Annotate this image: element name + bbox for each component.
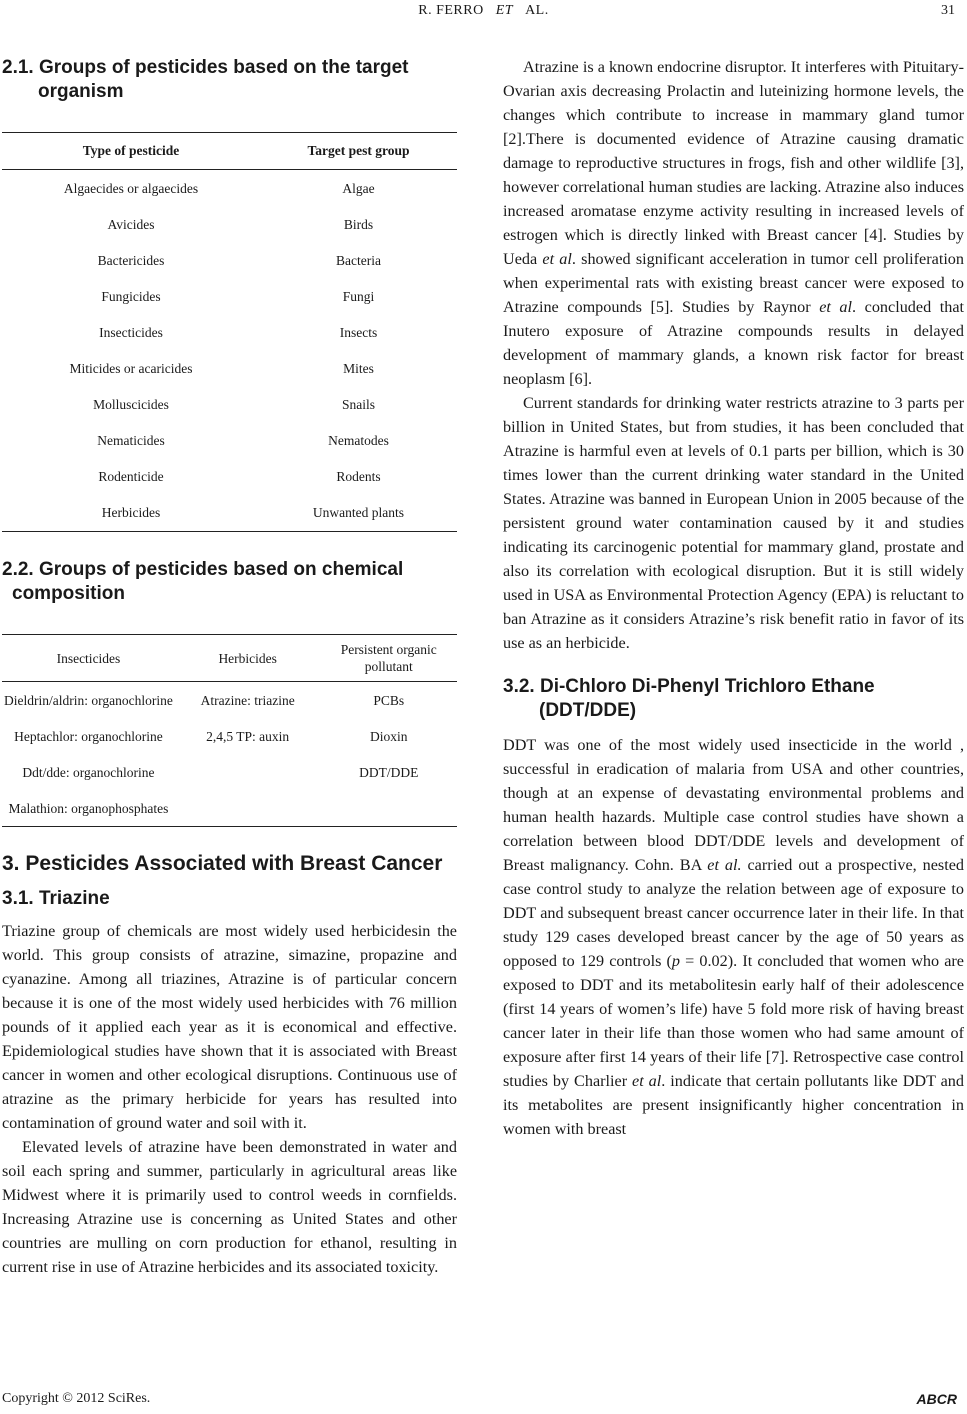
- table-cell: Insects: [339, 325, 378, 340]
- table-cell: Malathion: organophosphates: [8, 800, 169, 816]
- table-row: [2, 207, 457, 243]
- table-cell: Algaecides or algaecides: [63, 181, 199, 196]
- author-al: AL.: [525, 3, 549, 18]
- table-row: [2, 387, 457, 423]
- text-run: Atrazine is a known endocrine disruptor. It interferes with Pituitary-Ovarian axis decreasing Prolactin and luteinizing hormone levels, the changes which contribute to increase in mammary gland tumor [2].There is documented evidence of Atrazine causing dramatic damage to reproductive structures in frogs, fish and other wildlife [3], however correlational human studies are lacking. Atrazine also induces increased aromatase enzyme activity resulting in increased levels of estrogen which is directly linked with Breast cancer [4]. Studies by Ueda: [503, 58, 964, 268]
- table-cell: Dioxin: [369, 728, 408, 744]
- table-cell: 2,4,5 TP: auxin: [206, 728, 290, 744]
- table-header-row: [2, 133, 457, 170]
- table-row: [2, 495, 457, 532]
- table-cell: Fungicides: [101, 289, 161, 304]
- chemical-composition-table: [2, 634, 457, 827]
- p-value-symbol: p: [671, 952, 681, 970]
- citation-et-al: et al.: [707, 856, 742, 874]
- pesticide-target-table: [2, 132, 457, 532]
- table-cell: Dieldrin/aldrin: organochlorine: [4, 692, 173, 708]
- paragraph: Triazine group of chemicals are most widely used herbicidesin the world. This group consists of atrazine, simazine, propazine and cyanazine. Among all triazines, Atrazine is of particular concern because it is one of the most widely used herbicides with 76 million pounds of it applied each year as it is economical and effective. Epidemiological studies have shown that it is associated with Breast cancer in women and other ecological disruptions. Continuous use of atrazine as the primary herbicide for years has resulted into contamination of ground water and soil with it.: [2, 922, 457, 1132]
- table-cell: Unwanted plants: [312, 505, 405, 520]
- paragraph: [503, 55, 964, 391]
- table-row: [2, 243, 457, 279]
- table-cell: Nematicides: [97, 433, 165, 448]
- table-cell: Birds: [343, 217, 374, 232]
- table-row: [2, 315, 457, 351]
- table-row: [2, 754, 457, 790]
- table-cell: Avicides: [107, 217, 155, 232]
- table-cell: Bactericides: [97, 253, 165, 268]
- paragraph: Elevated levels of atrazine have been demonstrated in water and soil each spring and summer, particularly in agricultural areas like Midwest where it is primarily used to control weeds in cornfields. Increasing Atrazine use is concerning as United States and other countries are mulling on corn production for ethanol, resulting in current rise in use of Atrazine herbicides and its associated toxicity.: [2, 1138, 457, 1276]
- section-number: 2.1.: [2, 57, 34, 78]
- table-cell: Molluscicides: [93, 397, 169, 412]
- table-row: [2, 279, 457, 315]
- table-header-row: [2, 635, 457, 682]
- table-cell: Fungi: [342, 289, 375, 304]
- table-cell: Mites: [343, 361, 374, 376]
- section-2-1-heading: [2, 56, 457, 104]
- table-cell: Rodenticide: [98, 469, 164, 484]
- table-row: [2, 682, 457, 719]
- table-cell: [320, 790, 457, 827]
- table-row: [2, 351, 457, 387]
- table-cell: Atrazine: triazine: [200, 692, 295, 708]
- text-run: DDT was one of the most widely used insecticide in the world , successful in eradication of malaria from USA and other countries, though at an expense of devastating environmental problems and human health hazards. Multiple case control studies have shown a correlation between blood DDT/DDE levels and development of Breast malignancy. Cohn. BA: [503, 736, 964, 874]
- section-title-line1: Di-Chloro Di-Phenyl Trichloro Ethane: [539, 676, 875, 697]
- table-row: [2, 718, 457, 754]
- table-cell: Bacteria: [335, 253, 381, 268]
- running-head: [0, 3, 967, 19]
- table-row: [2, 170, 457, 208]
- table-cell: [175, 754, 321, 790]
- column-header: Insecticides: [2, 635, 175, 682]
- citation-et-al: et al: [632, 1072, 662, 1090]
- paragraph: Current standards for drinking water restricts atrazine to 3 parts per billion in United States, but from studies, it has been concluded that Atrazine is harmful even at levels of 0.1 parts per billion, which is 30 times lower than the current drinking water standard in the United States. Atrazine was banned in European Union in 2005 because of the persistent ground water contamination caused by it and studies indicating its carcinogenic potential for mammary gland, prostate and also its correlation with ecological disruption. But it is still widely used in USA as Environmental Protection Agency (EPA) is reluctant to ban Atrazine as it considers Atrazine’s risk benefit ratio in favor of its use as an herbicide.: [503, 394, 964, 652]
- table-cell: DDT/DDE: [359, 764, 419, 780]
- text-run: carried out a prospective, nested case control study to analyze the relation between age of exposure to DDT and subsequent breast cancer occurrence later in their life. In that study 129 cases developed breast cancer by the age of 50 years as opposed to 129 controls (: [503, 856, 964, 970]
- table-cell: Snails: [341, 397, 375, 412]
- table-cell: Heptachlor: organochlorine: [14, 728, 163, 744]
- subsection-3-1-heading: 3.1. Triazine: [2, 888, 110, 909]
- section-title-line1: Groups of pesticides based on chemical: [38, 559, 404, 580]
- citation-et-al: et al: [542, 250, 572, 268]
- paragraph: [503, 733, 964, 1141]
- section-2-2-heading: [2, 558, 457, 606]
- section-number: 3.2.: [503, 676, 535, 697]
- section-number: 2.2.: [2, 559, 34, 580]
- author-et: ET: [495, 3, 514, 18]
- journal-footer: ABCR: [916, 1391, 957, 1407]
- table-cell: Algae: [342, 181, 375, 196]
- table-row: [2, 790, 457, 827]
- table-row: [2, 423, 457, 459]
- section-title-line1: Groups of pesticides based on the target: [38, 57, 409, 78]
- copyright-footer: Copyright © 2012 SciRes.: [2, 1391, 151, 1406]
- table-cell: Herbicides: [101, 505, 161, 520]
- table-cell: Nematodes: [328, 433, 389, 448]
- right-column: [503, 55, 964, 1141]
- text-run: = 0.02). It concluded that women who are exposed to DDT and its metabolitesin early half of their adolescence (first 14 years of women’s life) have 5 fold more risk of having breast cancer later in their life than those women who had same amount of exposure after first 14 years of their life [7]. Retrospective case control studies by Charlier: [503, 952, 964, 1090]
- text-run: . showed significant acceleration in tumor cell proliferation when experimental rats with existing breast cancer were exposed to Atrazine compounds [5]. Studies by Raynor: [503, 250, 964, 316]
- table-cell: [175, 790, 321, 827]
- column-header: Type of pesticide: [2, 133, 260, 170]
- section-title-line2: (DDT/DDE): [539, 700, 637, 721]
- column-header: Herbicides: [175, 635, 321, 682]
- table-row: [2, 459, 457, 495]
- section-3-heading: 3. Pesticides Associated with Breast Cancer: [2, 852, 443, 875]
- table-cell: Insecticides: [99, 325, 163, 340]
- column-header: Target pest group: [260, 133, 457, 170]
- column-header: Persistent organic pollutant: [320, 635, 457, 682]
- table-cell: Rodents: [336, 469, 381, 484]
- section-title-line2: organism: [38, 81, 124, 102]
- left-column: [2, 56, 457, 1279]
- author-name: R. FERRO: [418, 3, 484, 18]
- text-run: . concluded that Inutero exposure of Atrazine compounds results in delayed development of mammary glands, a known risk factor for breast neoplasm [6].: [503, 298, 965, 388]
- page-number: 31: [941, 3, 955, 18]
- table-cell: Ddt/dde: organochlorine: [22, 764, 155, 780]
- table-cell: PCBs: [373, 692, 405, 708]
- subsection-3-2-heading: [503, 675, 964, 723]
- table-cell: Miticides or acaricides: [69, 361, 193, 376]
- citation-et-al: et al: [819, 298, 853, 316]
- section-title-line2: composition: [12, 583, 125, 604]
- text-run: . indicate that certain pollutants like DDT and its metabolites are present insignificantly higher concentration in women with breast: [503, 1072, 964, 1138]
